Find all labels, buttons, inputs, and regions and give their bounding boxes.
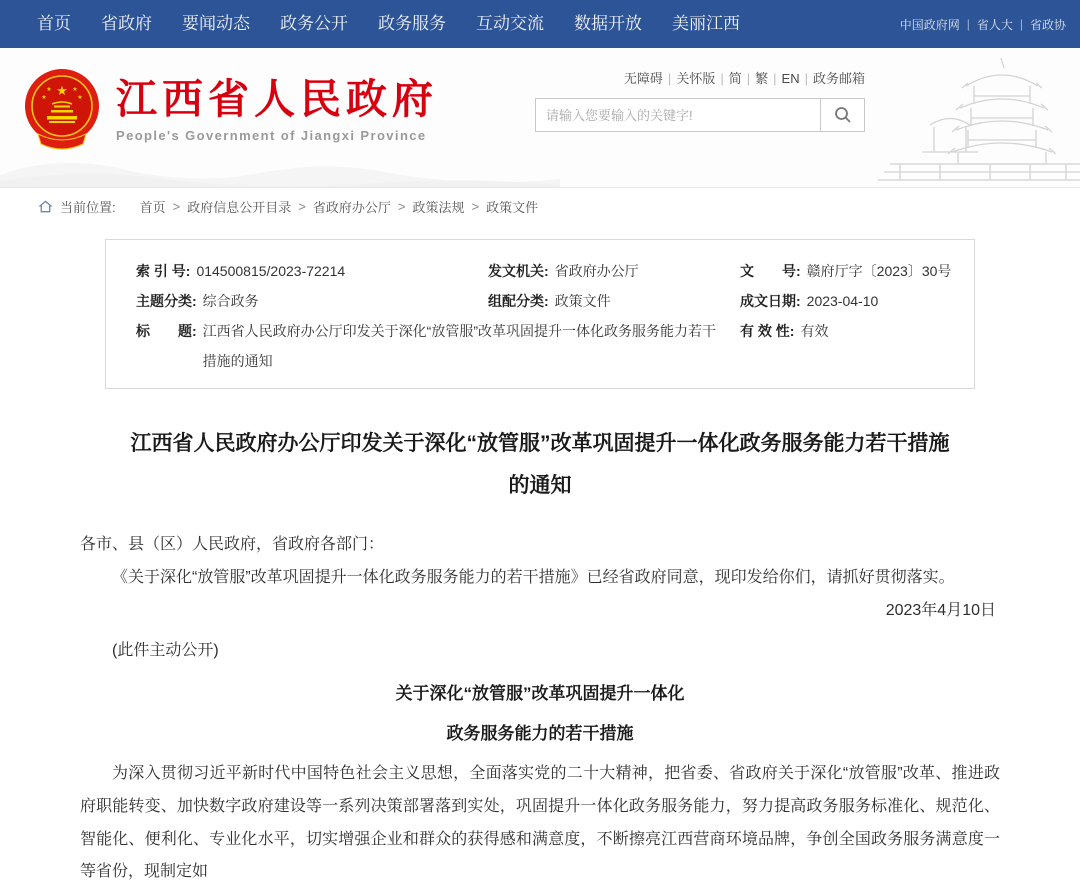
attachment-heading-line-2: 政务服务能力的若干措施	[446, 724, 634, 744]
header-right-panel	[535, 68, 865, 156]
breadcrumb-item-general-office[interactable]: 省政府办公厅	[312, 200, 391, 215]
site-subtitle-english: People's Government of Jiangxi Province	[116, 128, 427, 144]
nav-item-gov-disclosure[interactable]: 政务公开	[280, 14, 348, 33]
meta-issuer-value: 省政府办公厅	[554, 263, 639, 279]
divider: |	[804, 71, 808, 86]
breadcrumb-item-disclosure-catalog[interactable]: 政府信息公开目录	[187, 200, 292, 215]
meta-issuing-agency	[488, 256, 740, 286]
attachment-heading-line-1: 关于深化“放管服”改革巩固提升一体化	[395, 684, 685, 704]
meta-date-label: 成文日期:	[740, 293, 801, 309]
link-english[interactable]: EN	[781, 71, 800, 86]
meta-title-value: 江西省人民政府办公厅印发关于深化“放管服”改革巩固提升一体化政务服务能力若干措施的通知	[202, 323, 716, 369]
meta-document-number	[740, 256, 964, 286]
meta-written-date	[740, 286, 964, 316]
document-title-line-2: 的通知	[508, 474, 572, 497]
salutation-line: 各市、县（区）人民政府，省政府各部门：	[80, 536, 385, 553]
meta-topic-label: 主题分类:	[136, 293, 197, 309]
document-date: 2023年4月10日	[885, 601, 996, 619]
svg-text:★: ★	[77, 95, 83, 101]
meta-topic-category	[136, 286, 488, 316]
nav-item-home[interactable]: 首页	[37, 14, 71, 33]
meta-row	[136, 316, 964, 376]
meta-validity-label: 有 效 性:	[740, 323, 795, 339]
divider: |	[746, 71, 751, 86]
breadcrumb-separator: >	[397, 199, 406, 214]
breadcrumb-label: 当前位置:	[60, 200, 116, 215]
site-brand[interactable]	[22, 64, 438, 156]
breadcrumb-item-policies-regulations[interactable]: 政策法规	[412, 200, 465, 215]
document-content	[80, 239, 1000, 889]
svg-text:★: ★	[72, 87, 78, 93]
document-title	[95, 423, 985, 507]
national-emblem-logo	[22, 64, 102, 156]
breadcrumb-item-home[interactable]: 首页	[139, 200, 166, 215]
breadcrumb-separator: >	[471, 199, 480, 214]
nav-item-gov-services[interactable]: 政务服务	[378, 14, 446, 33]
meta-topic-value: 综合政务	[202, 293, 259, 309]
meta-row	[136, 286, 964, 316]
meta-group-value: 政策文件	[554, 293, 611, 309]
meta-title-label: 标 题:	[136, 323, 197, 339]
brand-text	[116, 77, 438, 143]
meta-docnum-value: 赣府厅字〔2023〕30号	[806, 263, 952, 279]
link-gov-mailbox[interactable]: 政务邮箱	[812, 71, 865, 86]
link-provincial-cppcc[interactable]: 省政协	[1029, 17, 1066, 32]
search-icon	[833, 105, 853, 125]
divider: |	[720, 71, 724, 86]
divider: |	[1019, 17, 1023, 31]
meta-group-category	[488, 286, 740, 316]
meta-row	[136, 256, 964, 286]
link-accessibility[interactable]: 无障碍	[623, 71, 663, 86]
disclosure-note: (此件主动公开)	[112, 642, 219, 660]
site-title: 江西省人民政府	[116, 75, 438, 122]
document-title-line-1: 江西省人民政府办公厅印发关于深化“放管服”改革巩固提升一体化政务服务能力若干措施	[130, 432, 950, 455]
link-provincial-peoples-congress[interactable]: 省人大	[976, 17, 1013, 32]
home-icon	[38, 199, 53, 214]
link-care-version[interactable]: 关怀版	[676, 71, 716, 86]
search-button[interactable]	[820, 99, 864, 131]
meta-index-label: 索 引 号:	[136, 263, 191, 279]
meta-group-label: 组配分类:	[488, 293, 549, 309]
meta-date-value: 2023-04-10	[806, 293, 879, 309]
nav-item-news[interactable]: 要闻动态	[182, 14, 250, 33]
breadcrumb-separator: >	[298, 199, 306, 214]
meta-validity-value: 有效	[800, 323, 829, 339]
nav-item-beautiful-jiangxi[interactable]: 美丽江西	[672, 14, 740, 33]
attachment-heading	[80, 674, 1000, 754]
meta-index-number	[136, 256, 488, 286]
meta-docnum-label: 文 号:	[740, 263, 801, 279]
link-simplified-chinese[interactable]: 简	[728, 71, 742, 86]
meta-index-value: 014500815/2023-72214	[196, 263, 346, 279]
external-gov-links	[900, 16, 1066, 33]
nav-item-provincial-government[interactable]: 省政府	[101, 14, 152, 33]
meta-issuer-label: 发文机关:	[488, 263, 549, 279]
svg-text:★: ★	[41, 95, 47, 101]
link-china-gov-net[interactable]: 中国政府网	[899, 17, 960, 32]
nav-item-open-data[interactable]: 数据开放	[574, 14, 642, 33]
divider: |	[966, 17, 970, 31]
breadcrumb-separator: >	[172, 199, 181, 214]
nav-item-interaction[interactable]: 互动交流	[476, 14, 544, 33]
main-nav	[22, 0, 755, 48]
meta-title	[136, 316, 740, 376]
breadcrumb-item-policy-documents[interactable]: 政策文件	[486, 200, 539, 215]
link-traditional-chinese[interactable]: 繁	[755, 71, 769, 86]
svg-text:★: ★	[46, 87, 52, 93]
site-header	[0, 48, 1080, 188]
divider: |	[667, 71, 672, 86]
meta-validity	[740, 316, 964, 376]
quick-links	[535, 68, 865, 87]
site-search	[535, 98, 865, 132]
intro-paragraph: 《关于深化“放管服”改革巩固提升一体化政务服务能力的若干措施》已经省政府同意，现印发给你们，请抓好贯彻落实。	[112, 568, 955, 586]
document-meta-table	[105, 239, 975, 389]
top-navigation-bar	[0, 0, 1080, 48]
svg-text:★: ★	[56, 83, 68, 98]
divider: |	[773, 71, 777, 86]
search-input[interactable]	[536, 99, 820, 131]
body-paragraph: 为深入贯彻习近平新时代中国特色社会主义思想，全面落实党的二十大精神，把省委、省政府关于深化“放管服”改革、推进政府职能转变、加快数字政府建设等一系列决策部署落到实处，巩固提升一体化政务服务能力，努力提高政务服务标准化、规范化、智能化、便利化、专业化水平，切实增强企业和群众的获得感和满意度，不断擦亮江西营商环境品牌，争创全国政务服务满意度一等省份，现制定如	[80, 765, 1000, 881]
breadcrumb	[0, 188, 1080, 225]
